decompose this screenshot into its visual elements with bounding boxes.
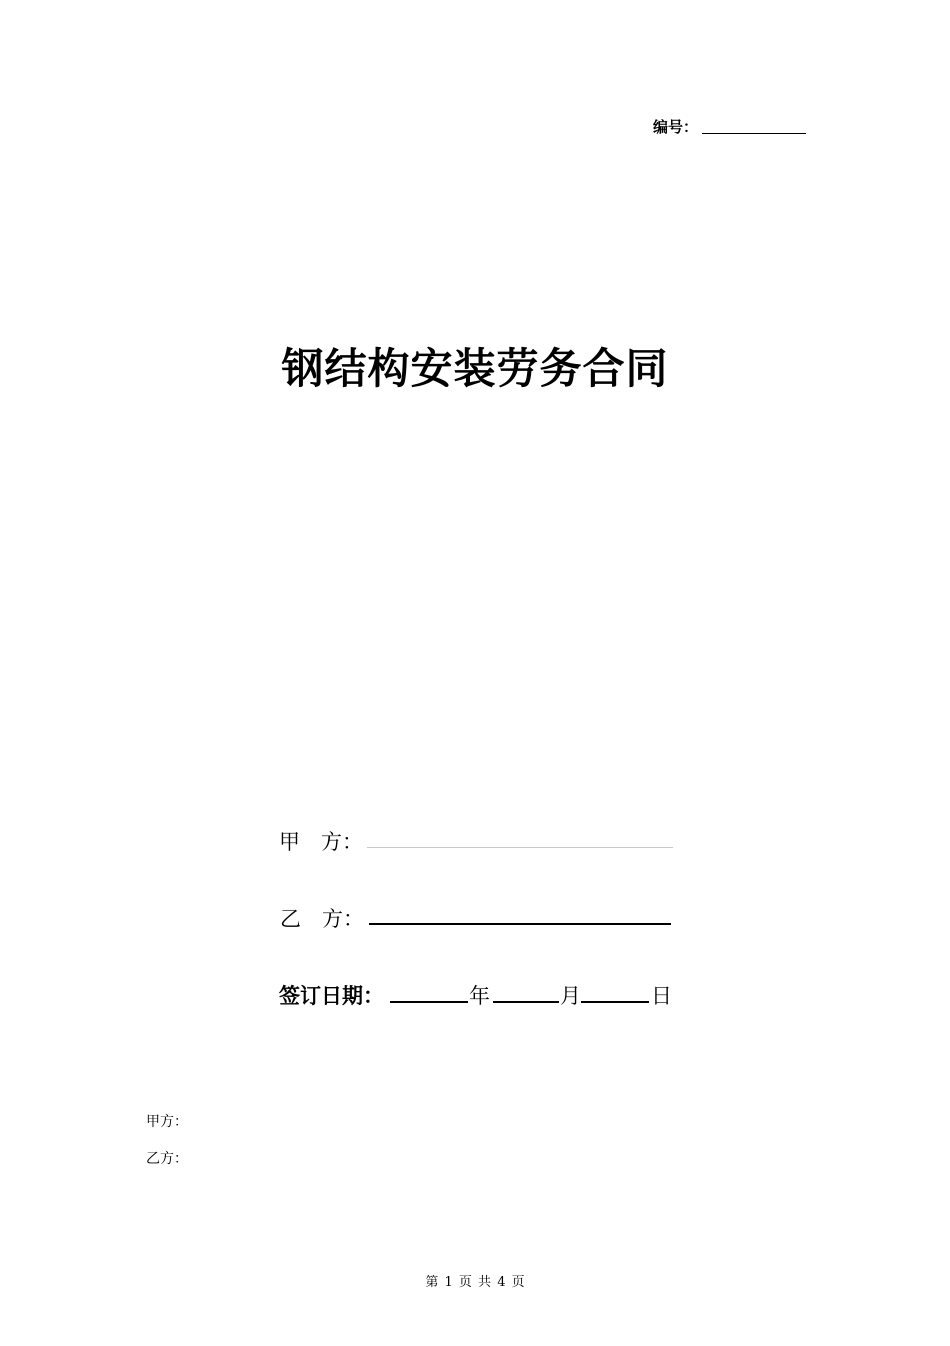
- sign-date-label: 签订日期：: [279, 984, 384, 1008]
- sign-date-day-unit: 日: [651, 984, 672, 1008]
- sign-date-month-unit: 月: [560, 984, 581, 1008]
- party-a-label: 甲 方：: [279, 830, 363, 854]
- party-a-blank: [367, 847, 673, 848]
- document-title: 钢结构安装劳务合同: [281, 344, 669, 393]
- sign-date-year-blank: [390, 1001, 468, 1003]
- body-party-a-label: 甲方：: [146, 1114, 188, 1130]
- contract-number-label: 编号：: [653, 118, 699, 136]
- sign-date-day-blank: [581, 1001, 649, 1003]
- party-b-blank: [369, 923, 671, 925]
- party-b-label: 乙 方：: [280, 907, 364, 931]
- page-number-footer: 第 1 页 共 4 页: [425, 1275, 525, 1290]
- body-party-b-label: 乙方：: [146, 1151, 188, 1167]
- sign-date-month-blank: [493, 1001, 559, 1003]
- contract-number-blank: [702, 133, 806, 134]
- sign-date-year-unit: 年: [469, 984, 490, 1008]
